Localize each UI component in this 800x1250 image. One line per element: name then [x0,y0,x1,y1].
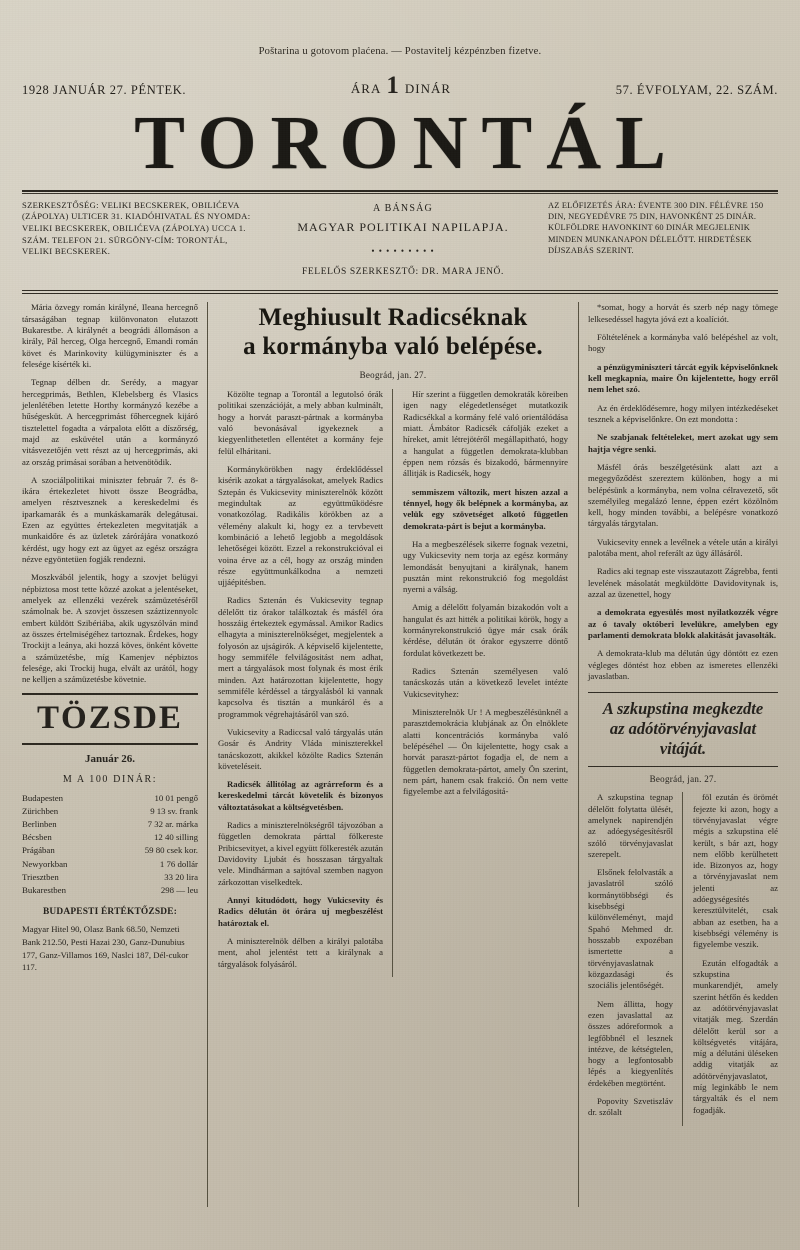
quote-city: Berlinben [22,819,57,829]
stock-section-title: TÖZSDE [22,693,198,745]
issue-price [351,73,451,98]
imprint-subscription-rates: AZ ELŐFIZETÉS ÁRA: ÉVENTE 300 DIN. FÉLÉVRE 150 DIN, NEGYEDÉVRE 75 DIN, HAVONKÉNT 25 DINÁR. KÜLFÖLDRE HAVONKINT 60 DINÁR MEGJELENIK MINDEN MUNKANAPON DÉLELŐTT. HIRDETÉSEK DÍJSZABÁS SZERINT. [548,200,764,256]
lead-two-columns [218,389,568,977]
newspaper-title: TORONTÁL [134,101,680,185]
continuation-paragraph: *somat, hogy a horvát és szerb nép nagy tömege lelkesedéssel hagyta jóvá ezt a koalíciót. [588,302,778,324]
continuation-paragraph: Másfél órás beszélgetésünk alatt azt a megegyőződést szereztem különben, hogy a mi belépésünk a kormányba, nem volna célravezető, sőt személyileg megalázó lenne, éppen ezért közölnöm kell, hogy minden további, a belépésre vonatkozó tárgyalás tárgytalan. [588,461,778,529]
imprint-editorial-address: SZERKESZTŐSÉG: VELIKI BECSKEREK, OBILIĆEVA (ZÁPOLYA) ULTICER 31. KIADÓHIVATAL ÉS NYOMDA: VELIKI BECSKEREK, OBILIĆEVA (ZÁPOLYA) UCCA 1. SZÁM. TELEFON 21. SÜRGÖNY-CÍM: TORONTÁL, VELIKI BECSKEREK. [22,199,251,257]
price-value: 1 [386,72,400,99]
quote-city: Newyorkban [22,858,68,869]
imprint-dots: • • • • • • • • • [371,246,435,257]
issue-date: 1928 JANUÁR 27. PÉNTEK. [22,83,187,97]
lead-paragraph: Radics Szteпán és Vukicsevity tegnap délelőtt tiz órakor találkoztak és másfél óra hosszáig értekeztek egymással. Amikor Radics elhagyta a miniszterelnökséget, megjelentek a folyosón az ujságirók. A képviselő kijelentette, hogy semmiféle felvilágositást nem adhat, mert a tárgyalások most folynak és most érik minden. Azt határozottan kijelentette, hogy semmiféle kérdéssel a tárgyalásból ki vannak kapcsolva és tisztán a munkáról és a programmok végrehajtásáról van szó. [218,595,383,719]
imprint-center [270,200,536,279]
imprint-region: A BÁNSÁG [373,202,433,214]
quote-value: 9 13 sv. frank [150,805,198,816]
continuation-paragraph: A demokrata-klub ma délután úgy döntött ez ezen végleges döntést hoz ebben az ismeretes ellenzéki javaslatban. [588,648,778,681]
stock-listing: Magyar Hitel 90, Olasz Bank 68.50, Nemzeti Bank 212.50, Pesti Hazai 230, Ganz-Dunubius 177, Ganz-Villamos 169, Naslci 187, Dél-cukor 117. [22,924,189,973]
quote-city: Bukarestben [22,884,66,895]
postal-notice: Poštarina u gotovom plaćena. — Postavitelj kézpénzben fizetve. [258,46,542,57]
brief-paragraph: Mária özvegy román királyné, Ileana hercegnő társaságában tegnap különvonaton elutazott Bukarestbe. A királynét a beográdi állomáson a király, Pál herceg, Olga hercegnő, Emandi román követ és Marinkovity külügyminiszter és a felesége kísérték ki. [22,302,198,369]
imprint-editor: FELELŐS SZERKESZTŐ: DR. MARA JENŐ. [302,266,504,277]
imprint-block [22,200,778,287]
lead-column-right [403,389,568,977]
second-headline-line2: az adótörvényjavaslat vitáját. [609,718,757,758]
lead-paragraph: Radics Szteпán személyesen való tanácskozás után a következő levelet intézte Vukicsevityhez: [403,666,568,699]
currency-quote-row [22,871,198,884]
currency-quote-row [22,844,198,857]
masthead-rule-thin [22,193,778,194]
lead-paragraph: Miniszterelnök Ur ! A megbeszélésünknél a parasztdemokrácia klubjának az Ön elnöklete alatti koncentrációs kormányba való belépéséhel — Ön kijelentette, hogy csak a horvát paraszt-pártot fogadja el, de nem a független demokrata-pártot, amely Ön szerint, nem párt, hanem csak frakció. Ön nem vette figyelembe azt a felvilágositá- [403,706,568,797]
continuation-paragraph-emphasis: a demokrata egyesülés most nyilatkozzék végre az ó tavaly októberi levelükre, amelyben egy parlamenti demokrata blokk alakitását javasolták. [588,607,778,640]
second-article-right [693,792,778,1125]
second-article-columns [588,792,778,1125]
quote-value: 298 — leu [160,884,198,895]
issue-info-row [22,73,778,98]
continuation-paragraph-emphasis: a pénzügyminiszteri tárcát egyik képviselőnknek kell megkapnia, maire Ön kijelentette, hogy erről nem lehet szó. [588,361,778,395]
brief-paragraph: Moszkvából jelentik, hogy a szovjet belügyi népbiztosa most tette közzé azokat a jelentéseket, amelyek az ellenzéki vezérek számüzetéséről számolnak be. A szovjet összesen száztizennyolc embert küldött Szibériába, akik ugyszólván mind az összes értelmiségéhez tartoznak. Érdekes, hogy Trockijt a leánya, aki hozzá köves, önként követte a számüzetésbe, míg Kamenjev népbiztos felesége, aki Trockij huga, elvált az urától, hogy ne kelljen a számüzetésbe követnie. [22,572,198,685]
column-news-briefs [22,302,208,1207]
price-label-post: DINÁR [404,81,452,96]
lead-paragraph-emphasis: Annyi kitudódott, hogy Vukicsevity és Radics délután öt órára uj megbeszélést határoztak el. [218,894,383,928]
lead-paragraph: Ha a megbeszélések sikerre fognak vezetni, ugy Vukicsevity nem torja az egész kormány lemondását benyujtani a királynak, hanem pusztán mint rekonstrukció fog megoldást nyerni a válság. [403,538,568,595]
second-article-headline [588,692,778,766]
body-columns [22,302,778,1207]
lead-paragraph: A miniszterelnök délben a királyi palotába ment, ahol jelentést tett a királynak a tárgyalások folyásáról. [218,935,383,969]
masthead [22,101,778,185]
currency-quote-row [22,818,198,831]
quote-value: 12 40 silling [154,832,198,843]
stock-subtitle: M A 100 DINÁR: [62,773,158,785]
lead-headline-line2: a kormányba való belépése. [243,332,543,360]
lead-dateline: Beográd, jan. 27. [359,370,427,381]
second-headline-line1: A szkupstina megkezdte [602,699,764,719]
currency-quote-row [22,884,198,897]
brief-paragraph: Tegnap délben dr. Serédy, a magyar hercegprimás, Bethlen, Klebelsberg és Vlasics jelenlétében letette Horthy kormányzó kezébe a hűségesküt. A hercegprimást főhercegnek kijáró tisztelettel fogadta a várpalota előtt a díszőrség, majd az esküvétel után a kormányzó vitásvezetőjén vett részt az uj hercegprimás, aki az ország primásai sorában a hetvenötödik. [22,377,198,467]
continuation-paragraph-emphasis: Ne szabjanak feltételeket, mert azokat ugy sem hajtja végre senki. [588,432,778,454]
quote-value: 7 32 ar. márka [147,819,198,829]
continuation-paragraph: Az én érdeklődésemre, hogy milyen intézkedéseket tesznek a képviselőnkre. On ezt mondotta : [588,402,778,424]
stock-exchange-subtitle: BUDAPESTI ÉRTÉKTŐZSDE: [42,907,178,918]
lead-paragraph: Hír szerint a független demokraták köreiben igen nagy elégedetlenséget mutatkozik Radicsékkal a kormány felé való orientálódása miatt. Ámbátor Radicsék cáfolják ezeket a híreket, amit létrejötéről megállapitható, hogy a hangulat a független demokrata-klubban éppen nem rózsás és bizakodó, bármennyire állitják is Radicsék, hogy [403,389,568,479]
currency-quote-row [22,831,198,844]
second-article-paragraph: Popovity Szvetiszláv dr. szólalt [588,1096,673,1118]
quote-city: Triesztben [22,871,59,882]
second-article-paragraph: föl ezután és örömét fejezte ki azon, hogy a törvényjavaslat végre mégis a szkupstina elé került, s bár azt, hogy nem előbb kerülhetett ide. Bizonyos az, hogy a törvényjavaslat nem jelenti az adóegységesítés keresztülvitelét, csak abban az esetben, ha a kisebbségi vélemény is figyelembe veszik. [693,792,778,950]
brief-paragraph: A szociálpolitikai miniszter február 7. és 8-ikára értekezletet hivott össze Beográdba, amelyen résztvesznek a kereskedelmi és iparkamarák és a munkáskamarák delegátusai. Ezen az együttes értekezleten megvitatják a munkaidőre és az üzletek zárórájára vonatkozó kérdést, ugy hogy ezt az ügyet az egész országra nézve egyöntetüen fogják rendezni. [22,474,198,564]
issue-volume: 57. ÉVFOLYAM, 22. SZÁM. [615,83,778,97]
quote-city: Budapesten [22,792,64,803]
imprint-tagline: MAGYAR POLITIKAI NAPILAPJA. [297,220,509,235]
quote-city: Bécsben [22,832,52,843]
lead-paragraph-emphasis: semmiszem változik, mert hiszen azzal a ténnyel, hogy ők belépnek a kormányba, az velük egy szövetséget alkotó független demokrata-párt is bejut a kormányba. [403,486,568,531]
column-continuation [578,302,778,1207]
lead-paragraph: Amig a délelőtt folyamán bizakodón volt a hangulat és azt hitték a politikai körök, hogy a kormányrekonstrukció ügye már csak órák kérdése, délután öt órakor egyszerre döntő fordulat következett be. [403,602,568,658]
second-article-paragraph: A szkupstina tegnap délelőtt folytatta ülését, amelynek napirendjén az adóegységesítésről szóló törvényjavaslat szerepelt. [588,792,673,859]
price-label-pre: ÁRA [350,81,382,96]
lead-headline-line1: Meghiusult Radicséknak [258,304,528,332]
lead-paragraph-emphasis: Radicsék állitólag az agrárreform és a kereskedelmi tárcát követelik és bizonyos változtatásokat a költségvetésben. [218,779,383,812]
currency-quote-row [22,792,198,805]
currency-quote-row [22,858,198,871]
lead-headline [218,304,568,361]
lead-paragraph: Vukicsevity a Radiccsal való tárgyalás után Gosár és Andrity Vláda miniszterekkel tanácskozott, akikkel közölte Radics Szteпán követeléseit. [218,726,383,771]
currency-quote-row [22,805,198,818]
second-article-paragraph: Elsőnek felolvasták a javaslatról szóló kormánytöbbségi és kisebbségi különvéleményt, majd Spahó Mehmed dr. hosszabb expozéban ismertette a törvényjavaslatnak közgazdasági és szociális jelentőségét. [588,867,673,991]
quote-value: 1 76 dollár [159,858,198,869]
masthead-rule-thick [22,190,778,192]
second-article-dateline: Beográd, jan. 27. [649,773,717,784]
continuation-paragraph: Vukicsevity ennek a levélnek a vétele után a királyi palotába ment, ahol referált az ügy állásáról. [588,536,778,559]
quote-value: 33 20 lira [164,871,198,882]
quote-city: Prágában [22,845,55,856]
column-lead-article [218,302,568,1207]
lead-column-left [218,389,393,977]
continuation-paragraph: Radics aki tegnap este visszautazott Zágrebba, fenti levelének másolatát megküldötte Davidovitynak is, azzal az üzenettel, hogy [588,566,778,599]
second-article-left [588,792,683,1125]
lead-paragraph: Radics a miniszterelnökségről tájvozóban a független demokrata párttal fölkereste Pribicsevityet, a kivel együtt fölkeresték azután Davidovity Ljubát és hosszasan tárgyaltak vele. Mindhárman a sajtóval szemben nagyon zárkozottan viselkedtek. [218,820,384,887]
lead-paragraph: Közölte tegnap a Torontál a legutolsó órák politikai szenzációját, a mely abban kulminált, hogy a horvát paraszt-pártnak a kormányba való bevonásával igyekeznek a kiegyenlithetetlen ellentétet a kormány feje felül elháritani. [218,389,383,456]
imprint-bottom-rule [22,290,778,294]
lead-paragraph: Kormánykörökben nagy érdeklődéssel kisérik azokat a tárgyalásokat, amelyek Radics Sztepán és Vukicsevity miniszterelnök között megindultak az együttműködésre vonatkozólag. Radikális körökben az a vélemény alakult ki, hogy ez a tervbevett kombináció a lehető legjobb a megoldások lehetőségei között. Ezzel a rekonstrukcióval ei voina érve az a cél, hogy az ország minden része együttmunkálkodna a nemzeti ujjáépitésben. [218,464,383,588]
quote-value: 10 01 pengő [154,792,198,803]
second-article-paragraph: Ezután elfogadták a szkupstina munkarendjét, amely szerint hétfőn és kedden az adótörvényjavaslat vitatják meg. Szerdán délelőtt kerül sor a költségvetés vitájára, míg a délutáni üléseken addig vitatják az adótörvényjavaslatot, míg leginkább le nem tárgyalták és el nem fogadják. [693,957,778,1115]
quote-value: 59 80 csek kor. [144,845,198,856]
stock-date: Január 26. [85,753,135,766]
continuation-paragraph: Föltételének a kormányba való belépéshel az volt, hogy [588,332,778,354]
quote-city: Zürichben [22,805,59,816]
second-article-paragraph: Nem állitta, hogy ezen javaslattal az összes adóreformok a legfőbbnél el lesznek intézve, de kétségtelen, hogy a legfontosabb lépés a kiegyenlítés érdekében megtörtént. [588,998,673,1088]
